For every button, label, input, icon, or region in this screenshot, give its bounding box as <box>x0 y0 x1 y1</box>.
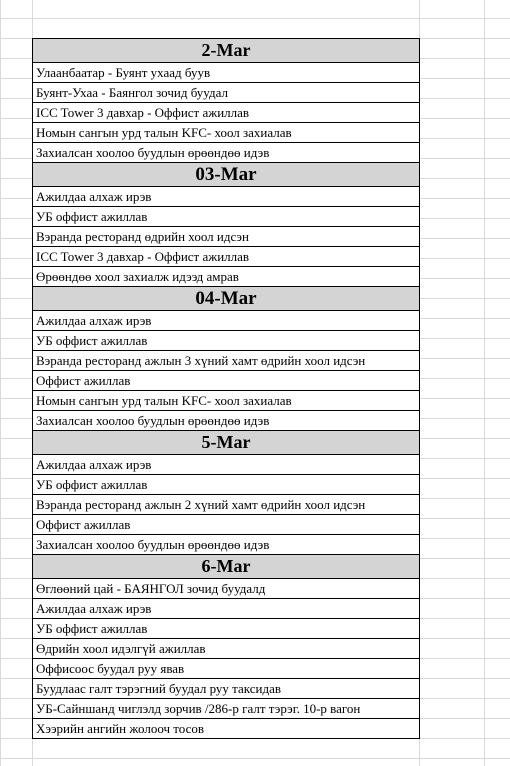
activity-row <box>33 351 420 371</box>
activity-cell[interactable]: УБ оффист ажиллав <box>33 207 420 227</box>
date-header-cell[interactable]: 04-Mar <box>33 287 420 311</box>
activity-row <box>33 639 420 659</box>
activity-cell[interactable]: Өрөөндөө хоол захиалж идээд амрав <box>33 267 420 287</box>
activity-cell[interactable]: Вэранда ресторанд ажлын 2 хүний хамт өдрийн хоол идсэн <box>33 495 420 515</box>
date-header-row <box>33 287 420 311</box>
activity-row <box>33 679 420 699</box>
activity-row <box>33 83 420 103</box>
activity-row <box>33 227 420 247</box>
activity-cell[interactable]: Оффист ажиллав <box>33 371 420 391</box>
activity-cell[interactable]: Вэранда ресторанд өдрийн хоол идсэн <box>33 227 420 247</box>
date-header-cell[interactable]: 6-Mar <box>33 555 420 579</box>
activity-cell[interactable]: Буянт-Ухаа - Баянгол зочид буудал <box>33 83 420 103</box>
column-gridline <box>484 0 485 766</box>
activity-row <box>33 247 420 267</box>
activity-cell[interactable]: Оффисоос буудал руу явав <box>33 659 420 679</box>
activity-row <box>33 535 420 555</box>
activity-cell[interactable]: Өдрийн хоол идэлгүй ажиллав <box>33 639 420 659</box>
activity-row <box>33 371 420 391</box>
activity-cell[interactable]: ICC Tower 3 давхар - Оффист ажиллав <box>33 103 420 123</box>
activity-cell[interactable]: УБ-Сайншанд чиглэлд зорчив /286-р галт тэрэг. 10-р вагон <box>33 699 420 719</box>
activity-row <box>33 719 420 739</box>
activity-cell[interactable]: Захиалсан хоолоо буудлын өрөөндөө идэв <box>33 143 420 163</box>
activity-row <box>33 495 420 515</box>
activity-row <box>33 411 420 431</box>
activity-cell[interactable]: Ажилдаа алхаж ирэв <box>33 187 420 207</box>
activity-row <box>33 475 420 495</box>
activity-row <box>33 599 420 619</box>
date-header-cell[interactable]: 5-Mar <box>33 431 420 455</box>
activity-cell[interactable]: Номын сангын урд талын KFC- хоол захиалав <box>33 123 420 143</box>
activity-cell[interactable]: УБ оффист ажиллав <box>33 475 420 495</box>
activity-cell[interactable]: Ажилдаа алхаж ирэв <box>33 599 420 619</box>
activity-cell[interactable]: Оффист ажиллав <box>33 515 420 535</box>
date-header-row <box>33 39 420 63</box>
activity-row <box>33 311 420 331</box>
date-header-row <box>33 163 420 187</box>
activity-cell[interactable]: Ажилдаа алхаж ирэв <box>33 311 420 331</box>
activity-row <box>33 267 420 287</box>
activity-row <box>33 207 420 227</box>
activity-row <box>33 103 420 123</box>
activity-row <box>33 659 420 679</box>
activity-row <box>33 143 420 163</box>
activity-cell[interactable]: УБ оффист ажиллав <box>33 619 420 639</box>
activity-row <box>33 579 420 599</box>
activity-row <box>33 187 420 207</box>
activity-cell[interactable]: Буудлаас галт тэрэгний буудал руу таксидав <box>33 679 420 699</box>
activity-cell[interactable]: Захиалсан хоолоо буудлын өрөөндөө идэв <box>33 535 420 555</box>
activity-cell[interactable]: Өглөөний цай - БАЯНГОЛ зочид буудалд <box>33 579 420 599</box>
activity-row <box>33 699 420 719</box>
date-header-row <box>33 431 420 455</box>
activity-row <box>33 123 420 143</box>
activity-cell[interactable]: Улаанбаатар - Буянт ухаад буув <box>33 63 420 83</box>
schedule-table <box>32 38 420 739</box>
activity-row <box>33 515 420 535</box>
date-header-row <box>33 555 420 579</box>
date-header-cell[interactable]: 03-Mar <box>33 163 420 187</box>
activity-cell[interactable]: Захиалсан хоолоо буудлын өрөөндөө идэв <box>33 411 420 431</box>
activity-row <box>33 455 420 475</box>
activity-cell[interactable]: Ажилдаа алхаж ирэв <box>33 455 420 475</box>
activity-row <box>33 331 420 351</box>
activity-cell[interactable]: Хээрийн ангийн жолооч тосов <box>33 719 420 739</box>
activity-row <box>33 63 420 83</box>
activity-cell[interactable]: ICC Tower 3 давхар - Оффист ажиллав <box>33 247 420 267</box>
activity-cell[interactable]: УБ оффист ажиллав <box>33 331 420 351</box>
activity-cell[interactable]: Вэранда ресторанд ажлын 3 хүний хамт өдрийн хоол идсэн <box>33 351 420 371</box>
activity-row <box>33 619 420 639</box>
date-header-cell[interactable]: 2-Mar <box>33 39 420 63</box>
activity-cell[interactable]: Номын сангын урд талын KFC- хоол захиалав <box>33 391 420 411</box>
activity-row <box>33 391 420 411</box>
